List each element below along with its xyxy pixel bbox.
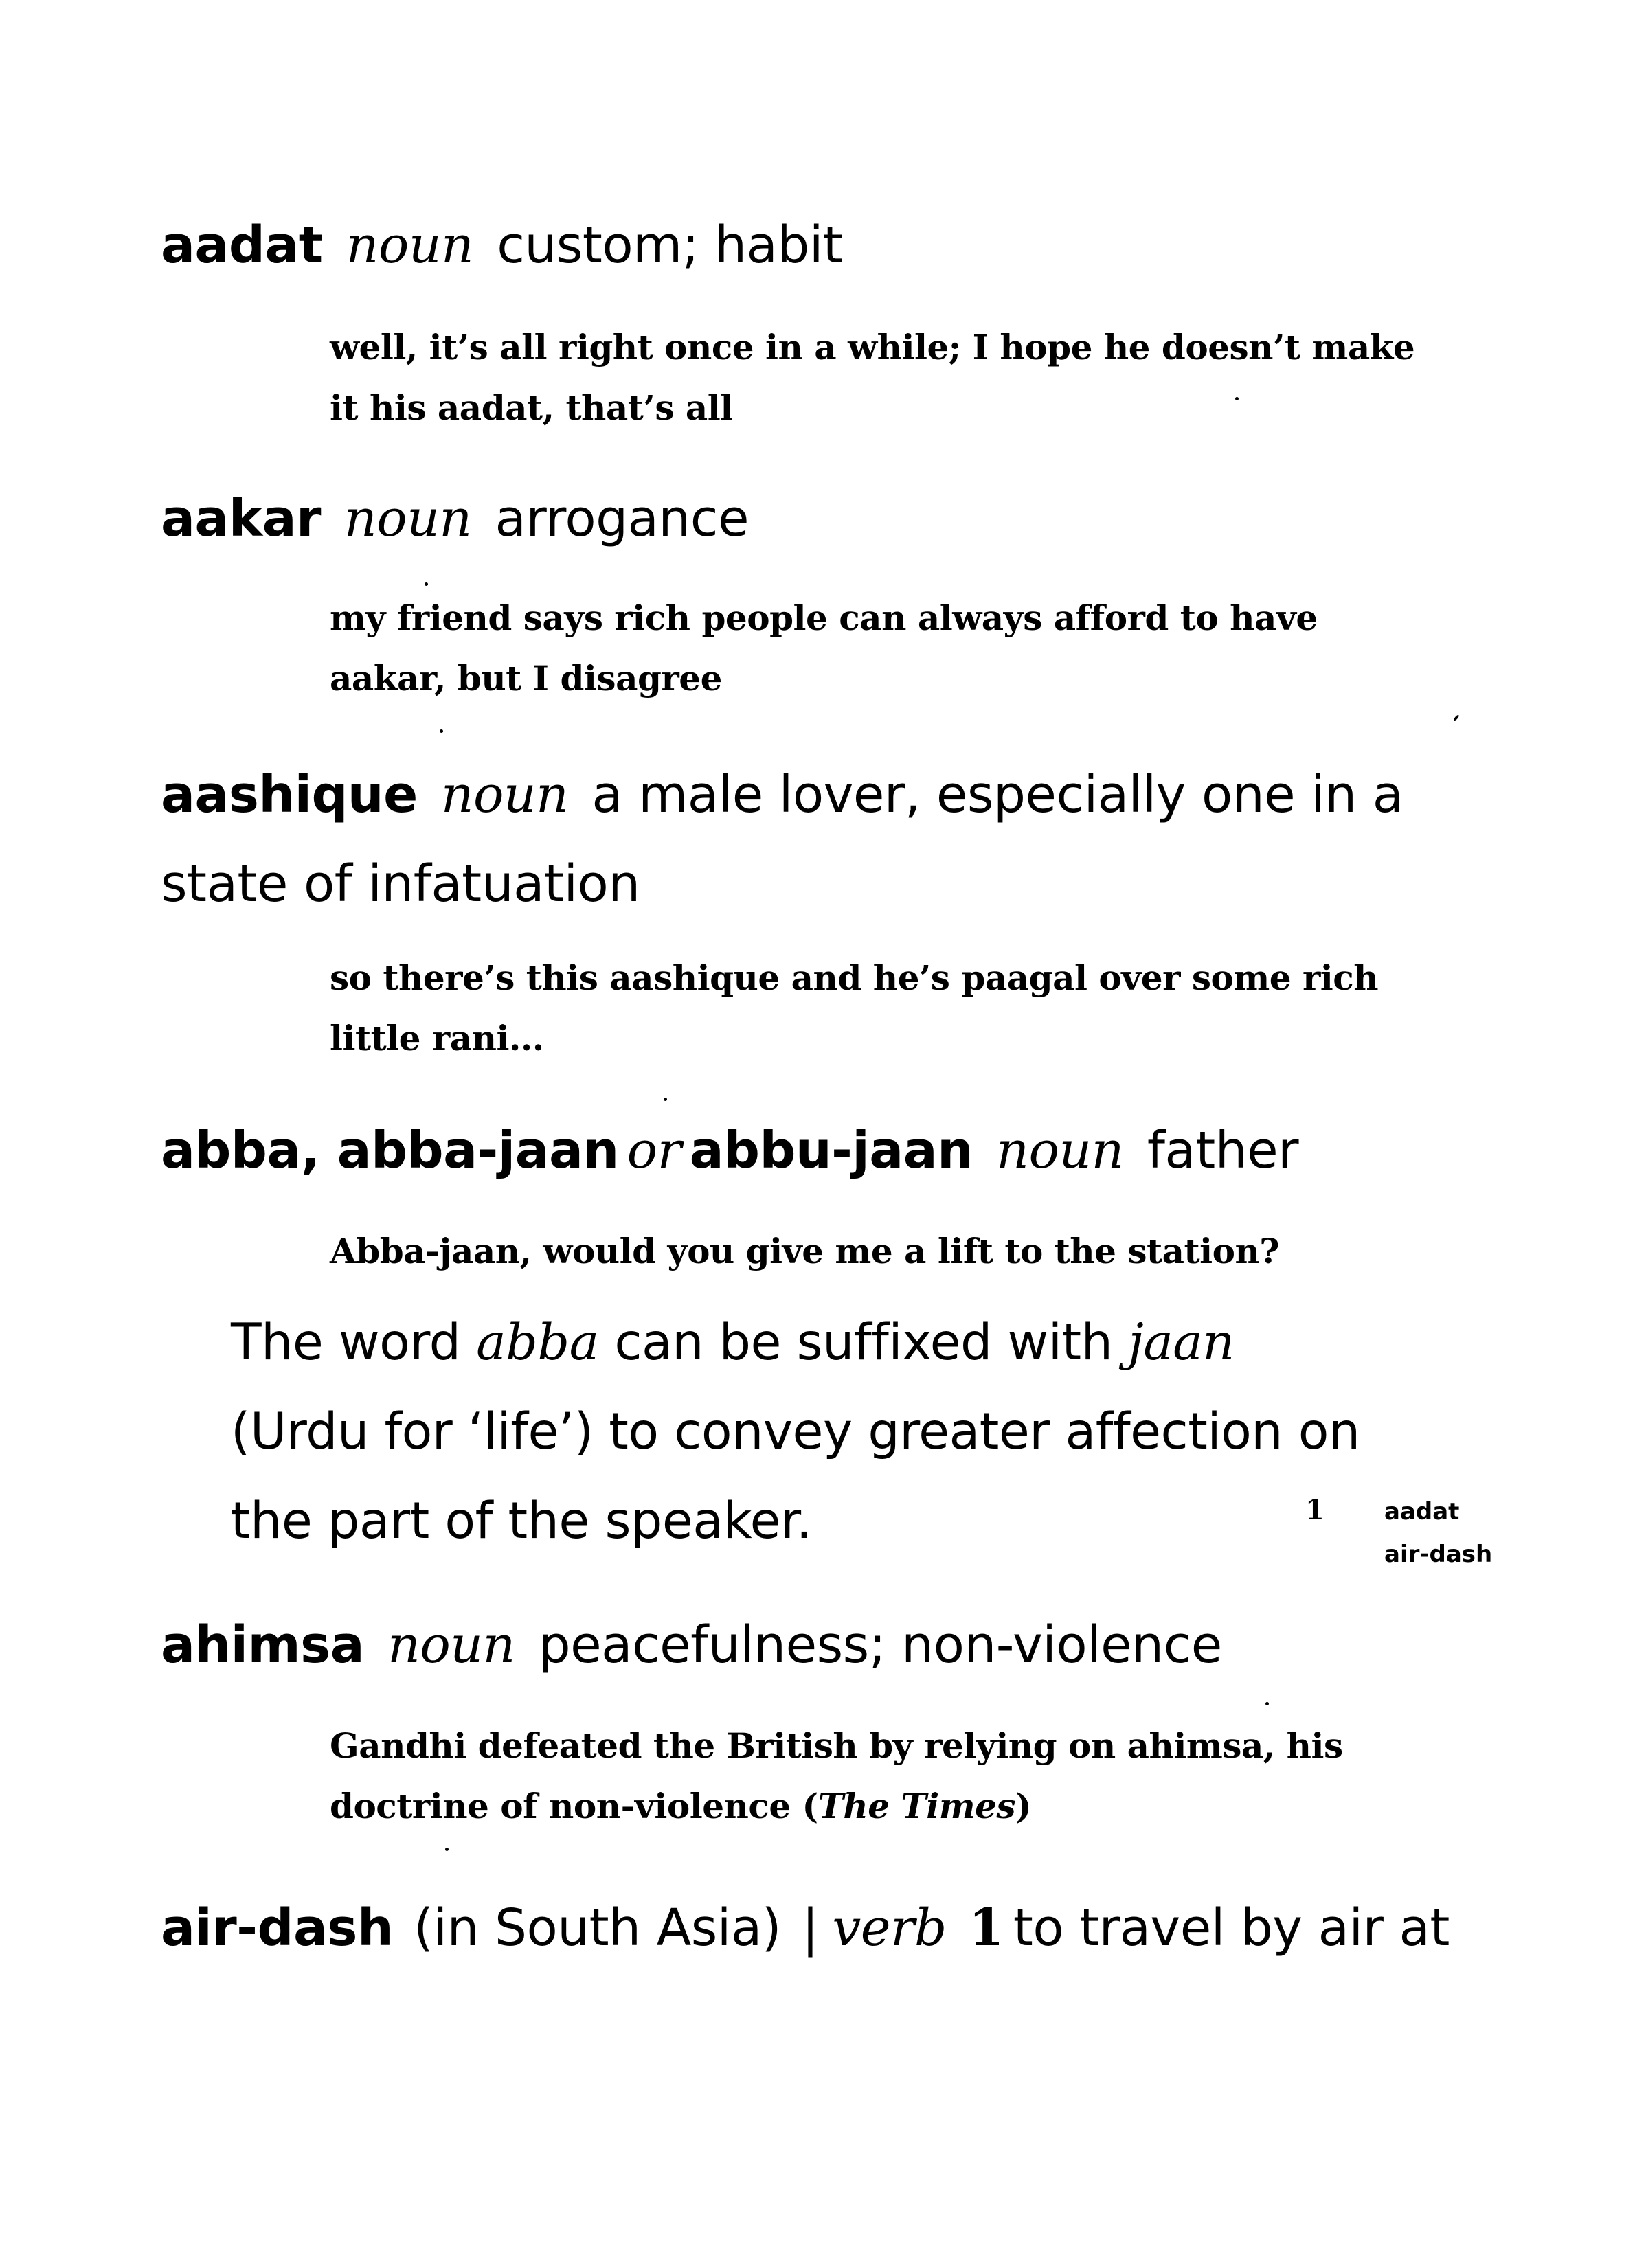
entry-aashique-definition-cont [161,839,640,929]
definition-continued: state of infatuation [161,854,640,914]
or-connector: or [627,1121,681,1180]
part-of-speech: noun [346,216,474,275]
entry-ahimsa-example [330,1716,1456,1837]
example-line [330,1776,1456,1837]
headword: abba, abba-jaan [161,1121,619,1180]
definition: arrogance [495,489,749,548]
usage-note-line [231,1298,1399,1387]
sense-number: 1 [968,1898,1004,1958]
part-of-speech: noun [996,1121,1124,1180]
entry-aadat-example [330,317,1456,438]
scan-speck [445,1848,449,1851]
headword-variant: abbu-jaan [689,1121,973,1180]
example-line: it his aadat, that’s all [330,387,733,428]
part-of-speech: noun [344,489,472,548]
usage-note [231,1298,1399,1566]
scan-speck [664,1098,667,1101]
example-text: doctrine of non-violence ( [330,1786,818,1826]
entry-aashique-example [330,948,1456,1069]
part-of-speech: verb [832,1898,947,1958]
example-line: little rani... [330,1018,544,1058]
example-line: Abba-jaan, would you give me a lift to the station? [330,1231,1280,1271]
part-of-speech: noun [440,765,569,824]
definition: a male lover, especially one in a [591,765,1403,824]
example-source: The Times [818,1786,1016,1826]
headword: air-dash [161,1898,394,1958]
scan-speck [440,729,443,733]
usage-note-line: the part of the speaker. [231,1492,812,1550]
region-label: (in South Asia) [414,1898,782,1958]
scan-speck [1453,714,1459,721]
example-line: so there’s this aashique and he’s paagal over some rich [330,957,1379,998]
example-line: aakar, but I disagree [330,658,722,699]
separator: | [802,1898,819,1958]
entry-aakar-headline [161,474,749,563]
guide-word-first: aadat [1384,1498,1460,1526]
definition: peacefulness; non-violence [538,1615,1222,1675]
usage-note-text: The word [231,1313,477,1372]
entry-aashique-headline [161,750,1403,839]
scan-speck [425,582,428,586]
headword: ahimsa [161,1615,365,1675]
scan-speck [1265,1702,1269,1705]
example-text: ) [1015,1786,1032,1826]
headword: aashique [161,765,418,824]
usage-note-term: abba [476,1313,599,1372]
usage-note-term: jaan [1128,1313,1234,1372]
usage-note-line: (Urdu for ‘life’) to convey greater affection on [231,1403,1360,1461]
headword: aakar [161,489,322,548]
entry-air-dash-headline [161,1883,1450,1973]
example-line: my friend says rich people can always afford to have [330,598,1318,638]
example-line: Gandhi defeated the British by relying on ahimsa, his [330,1725,1343,1766]
guide-words [1384,1490,1492,1576]
entry-abba-headline [161,1106,1298,1195]
entry-aakar-example [330,588,1456,709]
entry-abba-example [330,1221,1456,1282]
definition: father [1147,1121,1299,1180]
part-of-speech: noun [387,1615,515,1675]
scan-speck [1235,397,1239,400]
example-line: well, it’s all right once in a while; I hope he doesn’t make [330,327,1415,367]
definition: to travel by air at [1013,1898,1450,1958]
entry-aadat-headline [161,201,842,290]
definition: custom; habit [497,216,843,275]
headword: aadat [161,216,323,275]
page-number: 1 [1305,1494,1324,1526]
usage-note-text: can be suffixed with [598,1313,1129,1372]
entry-ahimsa-headline [161,1600,1222,1690]
guide-word-last: air-dash [1384,1541,1493,1568]
